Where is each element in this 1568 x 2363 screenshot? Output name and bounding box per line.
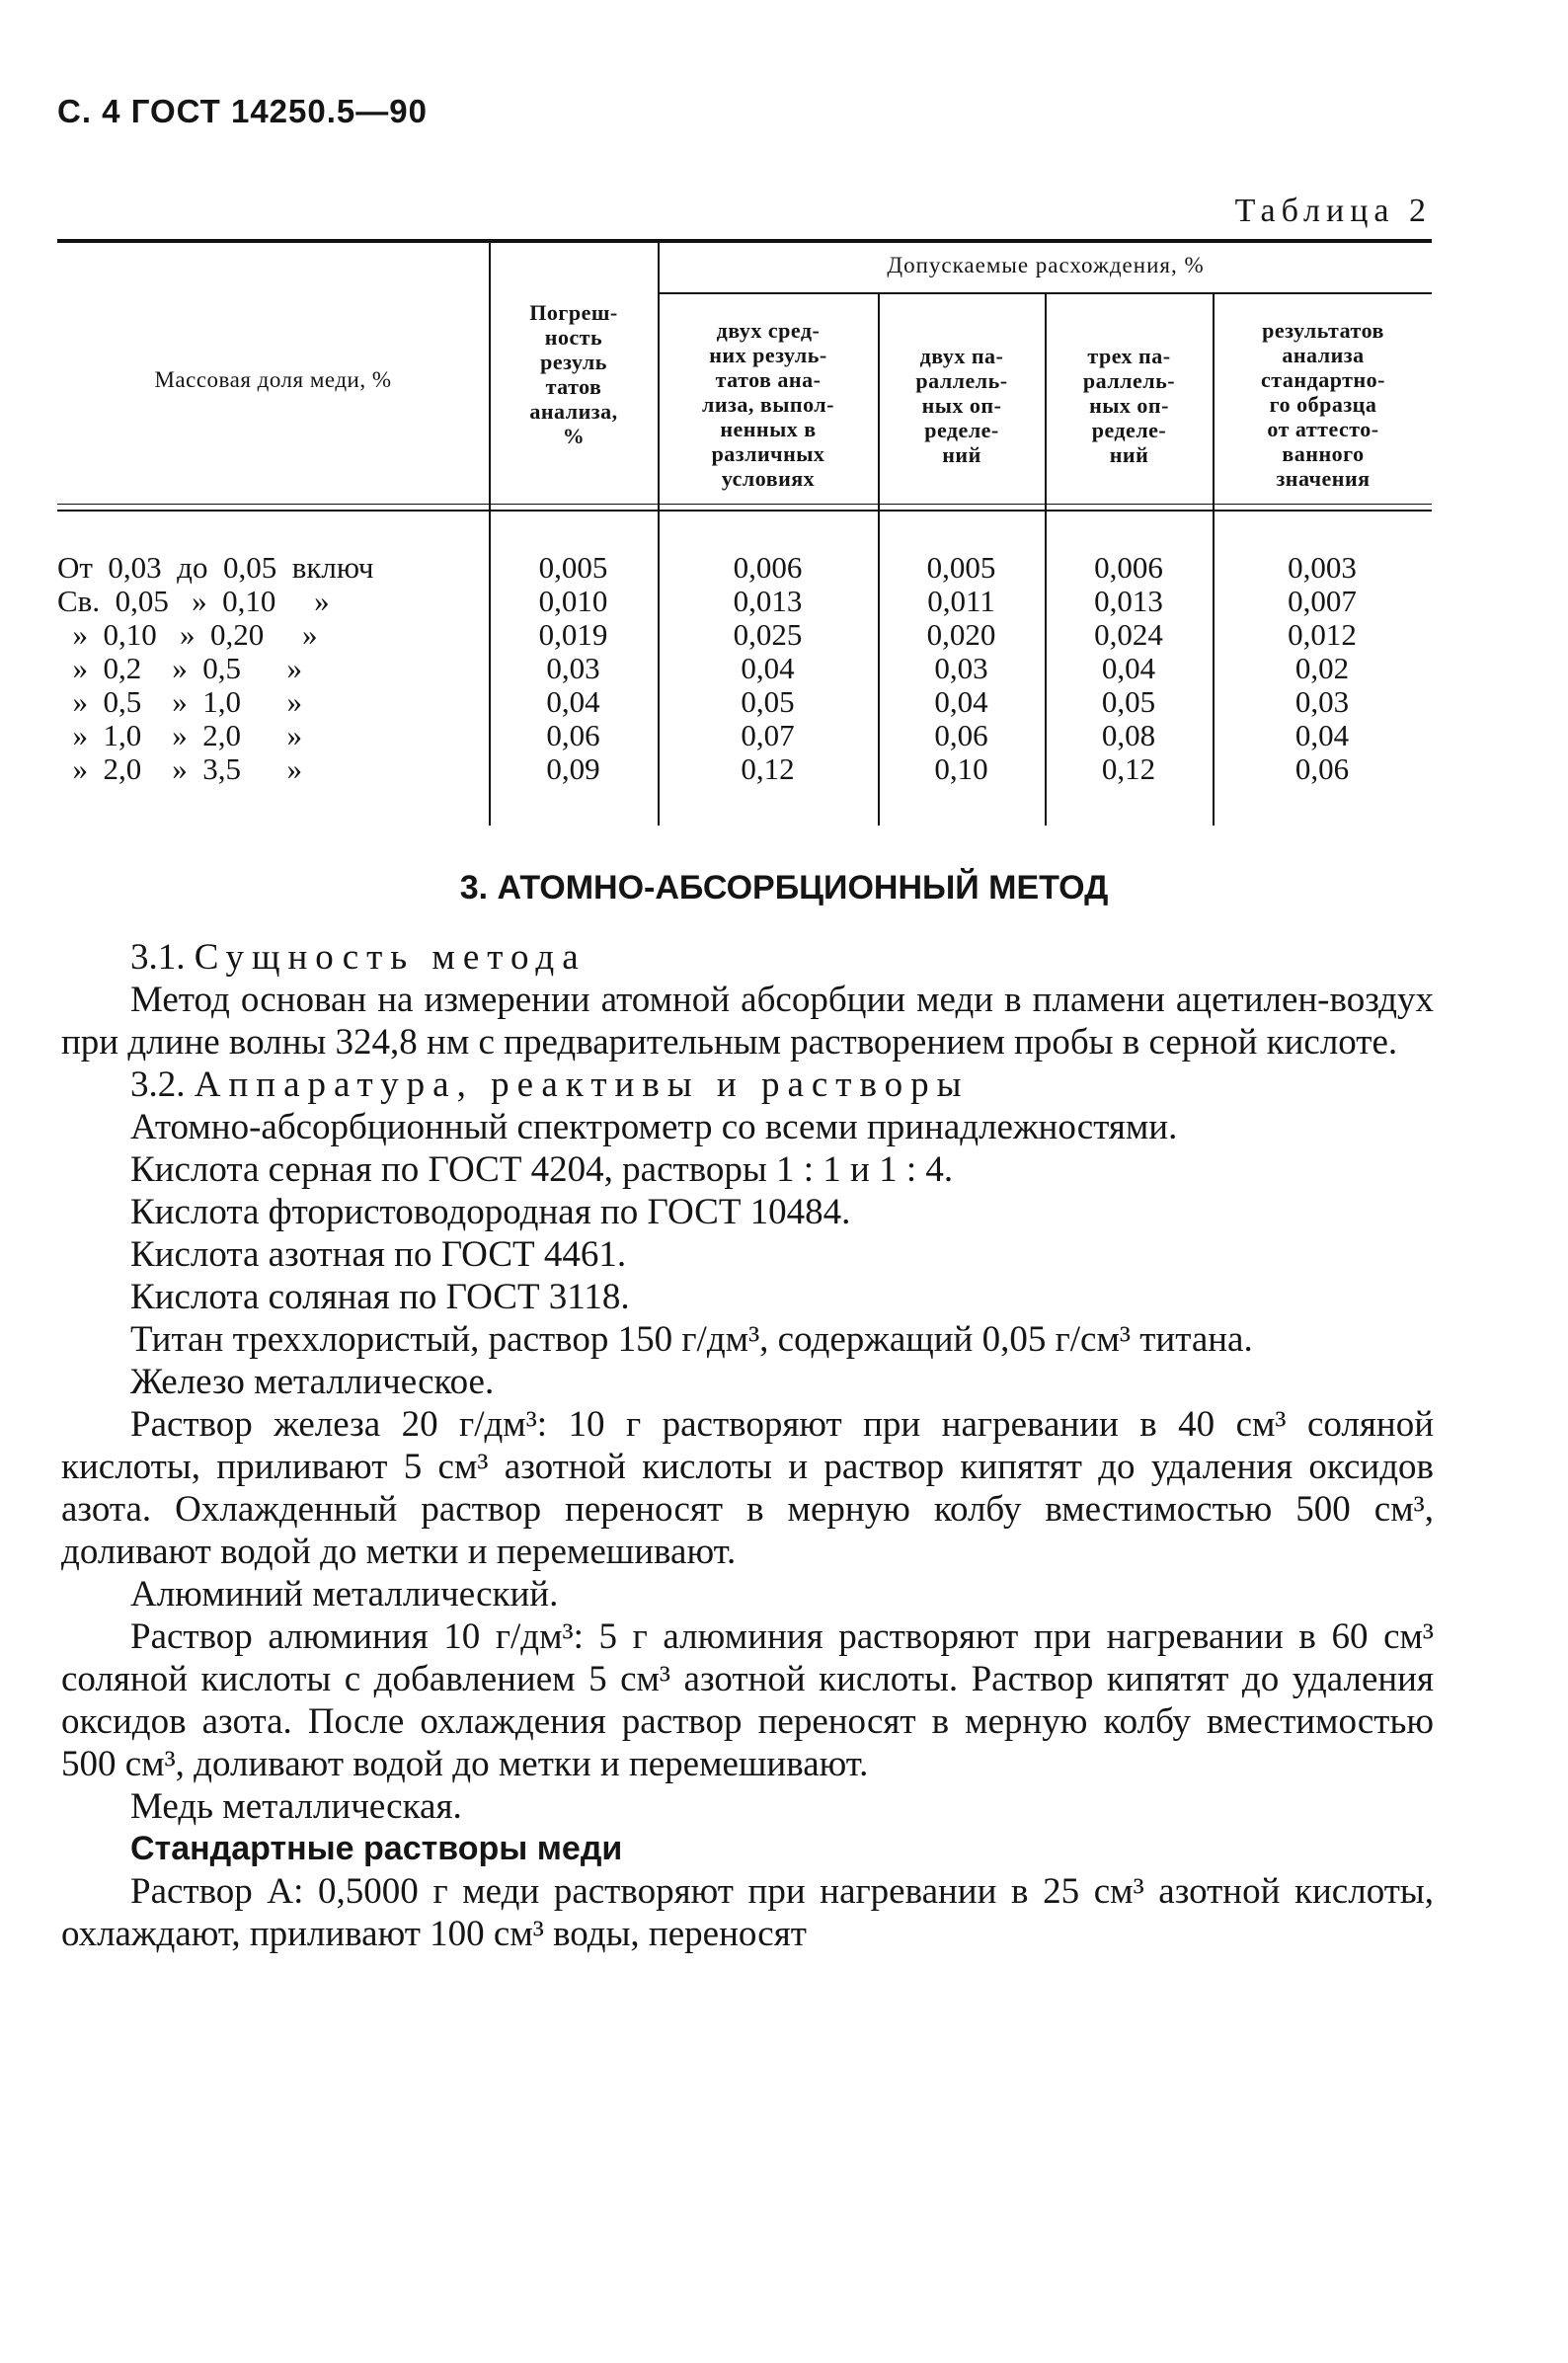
- std-value: 0,04: [1294, 718, 1350, 752]
- paragraph: Кислота соляная по ГОСТ 3118.: [130, 1277, 630, 1317]
- col-header-std: результатов анализа стандартно- го образца от аттесто- ванного значения: [1261, 318, 1385, 491]
- paragraph: Алюминий металлический.: [130, 1574, 559, 1615]
- three-value: 0,013: [1094, 584, 1163, 618]
- paragraph: Раствор алюминия 10 г/дм³: 5 г алюминия растворяют при нагревании в 60 см³ соляной кислоты с добавлением 5 см³ азотной кислоты. Раствор кипятят до удаления оксидов азота. После охлаждения раствор переносят в мерную колбу вместимостью 500 см³, доливают водой до метки и перемешивают.: [61, 1616, 1434, 1784]
- two-value: 0,06: [934, 718, 988, 752]
- paragraph: Титан треххлористый, раствор 150 г/дм³, содержащий 0,05 г/см³ титана.: [130, 1319, 1253, 1360]
- two-value: 0,04: [934, 684, 988, 719]
- two-value: 0,020: [926, 617, 996, 652]
- table-row: [57, 719, 1432, 752]
- table-row: [57, 551, 1432, 585]
- mass-range: » 0,2 » 0,5 »: [57, 651, 302, 685]
- avg-value: 0,025: [733, 617, 803, 652]
- paragraph: Атомно-абсорбционный спектрометр со всеми принадлежностями.: [130, 1107, 1178, 1147]
- subsection-heading-3-1: [61, 936, 1434, 979]
- paragraph: Метод основан на измерении атомной абсорбции меди в пламени ацетилен-воздух при длине волны 324,8 нм с предварительным растворением пробы в серной кислоте.: [61, 980, 1434, 1063]
- three-value: 0,04: [1101, 651, 1156, 685]
- col-header-avg: двух сред- них резуль- татов ана- лиза, выпол- ненных в различных условиях: [702, 318, 834, 491]
- col-header-three: трех па- раллель- ных оп- ределе- ний: [1082, 344, 1176, 467]
- error-value: 0,010: [538, 584, 608, 618]
- avg-value: 0,013: [733, 584, 803, 618]
- std-value: 0,012: [1288, 617, 1357, 652]
- mass-range: » 1,0 » 2,0 »: [57, 718, 302, 752]
- mass-range: От 0,03 до 0,05 включ: [57, 550, 374, 585]
- error-value: 0,09: [546, 751, 600, 786]
- paragraph: Медь металлическая.: [130, 1786, 462, 1827]
- subsection-title: Сущность метода: [194, 937, 587, 978]
- table-row: [57, 752, 1432, 786]
- page-header: С. 4 ГОСТ 14250.5—90: [57, 93, 428, 129]
- group-header-discrepancies: Допускаемые расхождения, %: [887, 253, 1205, 277]
- section-title: 3. АТОМНО-АБСОРБЦИОННЫЙ МЕТОД: [459, 869, 1109, 906]
- mass-range: Св. 0,05 » 0,10 »: [57, 584, 330, 618]
- table-row: [57, 585, 1432, 618]
- header-bottom-rule: [57, 504, 1432, 505]
- document-body: [61, 936, 1434, 1955]
- error-value: 0,019: [538, 617, 608, 652]
- std-value: 0,003: [1288, 550, 1357, 585]
- table-label: Таблица 2: [1234, 193, 1432, 229]
- two-value: 0,005: [926, 550, 996, 585]
- avg-value: 0,006: [733, 550, 803, 585]
- table-row: [57, 652, 1432, 685]
- subsection-number: 3.2.: [130, 1064, 186, 1105]
- three-value: 0,08: [1101, 718, 1156, 752]
- three-value: 0,024: [1094, 617, 1163, 652]
- subheading: Стандартные растворы меди: [130, 1830, 623, 1867]
- paragraph: Железо металлическое.: [130, 1362, 495, 1402]
- std-value: 0,02: [1294, 651, 1350, 685]
- three-value: 0,12: [1101, 751, 1156, 786]
- avg-value: 0,05: [741, 684, 795, 719]
- error-value: 0,03: [546, 651, 600, 685]
- subsection-number: 3.1.: [130, 937, 186, 978]
- avg-value: 0,04: [741, 651, 795, 685]
- avg-value: 0,12: [741, 751, 795, 786]
- two-value: 0,03: [934, 651, 988, 685]
- std-value: 0,007: [1288, 584, 1357, 618]
- two-value: 0,011: [927, 584, 995, 618]
- error-value: 0,005: [538, 550, 608, 585]
- table-row: [57, 618, 1432, 652]
- col-header-error: Погреш- ность резуль татов анализа, %: [529, 300, 618, 448]
- std-value: 0,03: [1294, 684, 1350, 719]
- group-header-rule: [658, 292, 1432, 294]
- mass-range: » 0,10 » 0,20 »: [57, 617, 318, 652]
- paragraph: Кислота серная по ГОСТ 4204, растворы 1 : 1 и 1 : 4.: [130, 1149, 954, 1190]
- three-value: 0,006: [1094, 550, 1163, 585]
- paragraph: Кислота фтористоводородная по ГОСТ 10484.: [130, 1192, 851, 1232]
- paragraph: Кислота азотная по ГОСТ 4461.: [130, 1234, 627, 1275]
- three-value: 0,05: [1101, 684, 1156, 719]
- subsection-title: Аппаратура, реактивы и растворы: [194, 1064, 970, 1105]
- avg-value: 0,07: [741, 718, 795, 752]
- mass-range: » 0,5 » 1,0 »: [57, 684, 302, 719]
- error-value: 0,06: [546, 718, 600, 752]
- subsection-heading-3-2: [61, 1063, 1434, 1106]
- error-value: 0,04: [546, 684, 600, 719]
- paragraph: Раствор А: 0,5000 г меди растворяют при нагревании в 25 см³ азотной кислоты, охлаждают, приливают 100 см³ воды, переносят: [61, 1871, 1434, 1954]
- col-header-two: двух па- раллель- ных оп- ределе- ний: [915, 344, 1008, 467]
- two-value: 0,10: [934, 751, 988, 786]
- table-row: [57, 685, 1432, 719]
- header-bottom-rule-2: [57, 510, 1432, 512]
- paragraph: Раствор железа 20 г/дм³: 10 г растворяют при нагревании в 40 см³ соляной кислоты, приливают 5 см³ азотной кислоты и раствор кипятят до удаления оксидов азота. Охлажденный раствор переносят в мерную колбу вместимостью 500 см³, доливают водой до метки и перемешивают.: [61, 1404, 1434, 1572]
- col-header-mass: Массовая доля меди, %: [154, 367, 392, 392]
- table-top-rule: [57, 239, 1432, 243]
- mass-range: » 2,0 » 3,5 »: [57, 751, 302, 786]
- std-value: 0,06: [1294, 751, 1350, 786]
